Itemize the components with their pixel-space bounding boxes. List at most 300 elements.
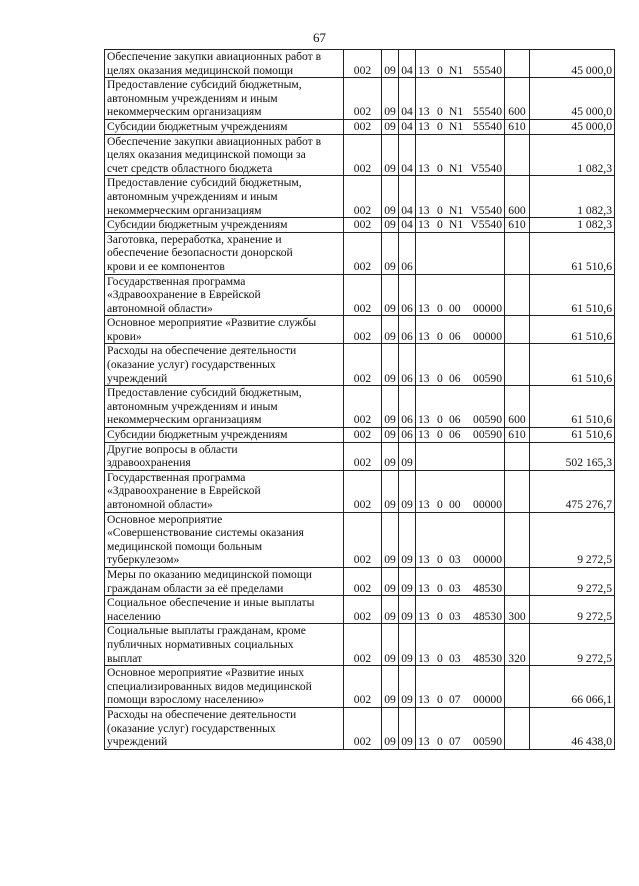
- target-article-part: 0: [437, 609, 443, 623]
- admin-code: 002: [344, 428, 382, 443]
- expense-name-line: обеспечение безопасности донорской: [107, 246, 293, 260]
- target-article-parts: [418, 553, 502, 567]
- expense-type-code: 320: [505, 624, 530, 666]
- target-article-code: [416, 707, 505, 749]
- table-row: [105, 512, 615, 567]
- expense-name: [105, 666, 344, 708]
- target-article-part: 0: [437, 553, 443, 567]
- admin-code: 002: [344, 707, 382, 749]
- admin-code: 002: [344, 442, 382, 470]
- expense-name-line: некоммерческим организациям: [107, 203, 262, 217]
- target-article-part: 0: [437, 301, 443, 315]
- expense-name: [105, 344, 344, 386]
- admin-code: 002: [344, 274, 382, 316]
- expense-name-line: учреждений: [107, 371, 168, 385]
- admin-code: 002: [344, 316, 382, 344]
- expense-name-line: Расходы на обеспечение деятельности: [107, 707, 297, 721]
- target-article-parts: [418, 428, 502, 442]
- target-article-code: [416, 232, 505, 274]
- subsection-code: 06: [399, 274, 416, 316]
- target-article-part: 00590: [473, 371, 502, 385]
- section-code: 09: [382, 428, 399, 443]
- table-row: [105, 78, 615, 120]
- section-code: 09: [382, 707, 399, 749]
- expense-type-code: [505, 316, 530, 344]
- section-code: 09: [382, 470, 399, 512]
- section-code: 09: [382, 78, 399, 120]
- table-row: [105, 428, 615, 443]
- target-article-part: 13: [418, 105, 430, 119]
- expense-name-line: Основное мероприятие: [107, 512, 223, 526]
- subsection-code: 06: [399, 316, 416, 344]
- target-article-part: 00: [449, 301, 461, 315]
- amount: 45 000,0: [530, 119, 615, 134]
- target-article-part: 07: [449, 693, 461, 707]
- table-row: [105, 50, 615, 78]
- expense-name-line: автономным учреждениям и иным: [107, 91, 278, 105]
- expense-name-line: (оказание услуг) государственных: [107, 358, 276, 372]
- expense-name-line: счет средств областного бюджета: [107, 161, 273, 175]
- expense-name-line: Субсидии бюджетным учреждениям: [107, 428, 288, 442]
- target-article-part: 13: [418, 735, 430, 749]
- target-article-code: [416, 119, 505, 134]
- expense-name: [105, 596, 344, 624]
- expense-name: [105, 78, 344, 120]
- expense-type-code: 600: [505, 386, 530, 428]
- section-code: 09: [382, 567, 399, 595]
- section-code: 09: [382, 316, 399, 344]
- admin-code: 002: [344, 176, 382, 218]
- amount: 61 510,6: [530, 344, 615, 386]
- amount: 61 510,6: [530, 428, 615, 443]
- admin-code: 002: [344, 596, 382, 624]
- target-article-part: 0: [437, 735, 443, 749]
- target-article-part: 48530: [473, 609, 502, 623]
- target-article-part: 13: [418, 371, 430, 385]
- target-article-part: 0: [437, 428, 443, 442]
- section-code: 09: [382, 119, 399, 134]
- target-article-part: 07: [449, 735, 461, 749]
- admin-code: 002: [344, 232, 382, 274]
- expense-type-code: [505, 344, 530, 386]
- admin-code: 002: [344, 119, 382, 134]
- target-article-code: [416, 50, 505, 78]
- subsection-code: 04: [399, 176, 416, 218]
- expense-name: [105, 232, 344, 274]
- target-article-part: 13: [418, 63, 430, 77]
- target-article-part: V5540: [470, 218, 502, 232]
- target-article-part: 0: [437, 105, 443, 119]
- subsection-code: 06: [399, 232, 416, 274]
- target-article-part: 13: [418, 609, 430, 623]
- amount: 66 066,1: [530, 666, 615, 708]
- expense-name-line: некоммерческим организациям: [107, 413, 262, 427]
- target-article-parts: [418, 498, 502, 512]
- amount: 9 272,5: [530, 512, 615, 567]
- amount: 46 438,0: [530, 707, 615, 749]
- expense-name-line: специализированных видов медицинской: [107, 679, 312, 693]
- subsection-code: 04: [399, 134, 416, 176]
- budget-table: [104, 49, 615, 750]
- expense-type-code: [505, 442, 530, 470]
- target-article-part: 03: [449, 609, 461, 623]
- expense-name: [105, 624, 344, 666]
- expense-name-line: Заготовка, переработка, хранение и: [107, 232, 282, 246]
- target-article-code: [416, 78, 505, 120]
- target-article-parts: [418, 330, 502, 344]
- target-article-part: 55540: [473, 63, 502, 77]
- target-article-part: 00000: [473, 693, 502, 707]
- target-article-code: [416, 442, 505, 470]
- table-row: [105, 707, 615, 749]
- amount: 61 510,6: [530, 316, 615, 344]
- target-article-part: 00590: [473, 735, 502, 749]
- target-article-part: 06: [449, 413, 461, 427]
- target-article-part: 55540: [473, 105, 502, 119]
- target-article-part: 13: [418, 651, 430, 665]
- section-code: 09: [382, 218, 399, 233]
- subsection-code: 09: [399, 512, 416, 567]
- target-article-part: 03: [449, 581, 461, 595]
- table-row: [105, 274, 615, 316]
- target-article-part: 00000: [473, 553, 502, 567]
- expense-name: [105, 176, 344, 218]
- target-article-parts: [418, 693, 502, 707]
- admin-code: 002: [344, 567, 382, 595]
- table-row: [105, 624, 615, 666]
- target-article-part: N1: [449, 119, 464, 133]
- expense-name-line: Субсидии бюджетным учреждениям: [107, 119, 288, 133]
- target-article-part: 13: [418, 329, 430, 343]
- expense-name-line: публичных нормативных социальных: [107, 637, 294, 651]
- target-article-parts: [418, 64, 502, 78]
- table-row: [105, 442, 615, 470]
- amount: 475 276,7: [530, 470, 615, 512]
- target-article-part: 48530: [473, 581, 502, 595]
- target-article-part: 0: [437, 413, 443, 427]
- target-article-part: N1: [449, 203, 464, 217]
- amount: 9 272,5: [530, 624, 615, 666]
- expense-name-line: выплат: [107, 651, 143, 665]
- section-code: 09: [382, 596, 399, 624]
- target-article-code: [416, 428, 505, 443]
- target-article-code: [416, 344, 505, 386]
- target-article-code: [416, 567, 505, 595]
- subsection-code: 09: [399, 442, 416, 470]
- expense-name-line: населению: [107, 609, 161, 623]
- target-article-parts: [418, 302, 502, 316]
- subsection-code: 04: [399, 50, 416, 78]
- expense-name: [105, 567, 344, 595]
- expense-name: [105, 512, 344, 567]
- subsection-code: 06: [399, 386, 416, 428]
- expense-name-line: целях оказания медицинской помощи: [107, 63, 294, 77]
- target-article-part: 06: [449, 329, 461, 343]
- amount: 1 082,3: [530, 134, 615, 176]
- expense-name-line: здравоохранения: [107, 456, 191, 470]
- expense-name-line: «Совершенствование системы оказания: [107, 526, 304, 540]
- target-article-code: [416, 176, 505, 218]
- amount: 502 165,3: [530, 442, 615, 470]
- section-code: 09: [382, 624, 399, 666]
- subsection-code: 04: [399, 218, 416, 233]
- expense-name-line: Предоставление субсидий бюджетным,: [107, 386, 302, 400]
- target-article-part: 03: [449, 651, 461, 665]
- target-article-part: 13: [418, 218, 430, 232]
- subsection-code: 04: [399, 78, 416, 120]
- expense-name-line: Обеспечение закупки авиационных работ в: [107, 134, 322, 148]
- target-article-part: N1: [449, 218, 464, 232]
- target-article-part: 55540: [473, 119, 502, 133]
- target-article-part: 00000: [473, 301, 502, 315]
- expense-name-line: Государственная программа: [107, 274, 246, 288]
- target-article-part: 00590: [473, 428, 502, 442]
- table-row: [105, 470, 615, 512]
- section-code: 09: [382, 344, 399, 386]
- target-article-part: 06: [449, 428, 461, 442]
- expense-name-line: Предоставление субсидий бюджетным,: [107, 78, 302, 92]
- target-article-part: 0: [437, 119, 443, 133]
- expense-type-code: [505, 134, 530, 176]
- subsection-code: 09: [399, 707, 416, 749]
- expense-name: [105, 707, 344, 749]
- amount: 9 272,5: [530, 596, 615, 624]
- target-article-part: 0: [437, 63, 443, 77]
- table-row: [105, 596, 615, 624]
- admin-code: 002: [344, 134, 382, 176]
- expense-name-line: Социальные выплаты гражданам, кроме: [107, 624, 306, 638]
- target-article-code: [416, 218, 505, 233]
- expense-name-line: Предоставление субсидий бюджетным,: [107, 176, 302, 190]
- target-article-part: 03: [449, 553, 461, 567]
- subsection-code: 09: [399, 666, 416, 708]
- amount: 1 082,3: [530, 176, 615, 218]
- target-article-parts: [418, 162, 502, 176]
- target-article-parts: [418, 218, 502, 232]
- subsection-code: 09: [399, 596, 416, 624]
- target-article-code: [416, 512, 505, 567]
- expense-name-line: медицинской помощи больным: [107, 539, 263, 553]
- target-article-part: 0: [437, 371, 443, 385]
- target-article-parts: [418, 204, 502, 218]
- target-article-part: 00: [449, 498, 461, 511]
- expense-type-code: 600: [505, 176, 530, 218]
- target-article-part: 13: [418, 428, 430, 442]
- target-article-part: 0: [437, 581, 443, 595]
- expense-type-code: 610: [505, 218, 530, 233]
- expense-type-code: [505, 274, 530, 316]
- expense-name-line: Расходы на обеспечение деятельности: [107, 344, 297, 358]
- target-article-part: 48530: [473, 651, 502, 665]
- target-article-code: [416, 666, 505, 708]
- target-article-part: 13: [418, 161, 430, 175]
- expense-name-line: «Здравоохранение в Еврейской: [107, 484, 261, 498]
- section-code: 09: [382, 512, 399, 567]
- subsection-code: 06: [399, 428, 416, 443]
- table-row: [105, 134, 615, 176]
- page-number: 67: [313, 30, 326, 45]
- admin-code: 002: [344, 344, 382, 386]
- target-article-part: 06: [449, 371, 461, 385]
- expense-name-line: туберкулезом»: [107, 553, 180, 567]
- target-article-part: 0: [437, 329, 443, 343]
- amount: 45 000,0: [530, 78, 615, 120]
- target-article-part: 13: [418, 581, 430, 595]
- target-article-part: N1: [449, 161, 464, 175]
- target-article-parts: [418, 105, 502, 119]
- target-article-part: 13: [418, 119, 430, 133]
- target-article-part: 00000: [473, 498, 502, 511]
- admin-code: 002: [344, 666, 382, 708]
- admin-code: 002: [344, 386, 382, 428]
- table-row: [105, 119, 615, 134]
- expense-name: [105, 119, 344, 134]
- expense-name-line: автономной области»: [107, 301, 213, 315]
- target-article-part: 0: [437, 161, 443, 175]
- target-article-part: 00590: [473, 413, 502, 427]
- admin-code: 002: [344, 50, 382, 78]
- target-article-part: 13: [418, 693, 430, 707]
- target-article-parts: [418, 120, 502, 134]
- target-article-parts: [418, 413, 502, 427]
- table-row: [105, 344, 615, 386]
- subsection-code: 09: [399, 470, 416, 512]
- expense-name: [105, 134, 344, 176]
- expense-name: [105, 442, 344, 470]
- expense-name: [105, 428, 344, 443]
- expense-name-line: Субсидии бюджетным учреждениям: [107, 218, 288, 232]
- expense-name-line: автономной области»: [107, 498, 213, 511]
- table-row: [105, 232, 615, 274]
- table-row: [105, 567, 615, 595]
- expense-name: [105, 50, 344, 78]
- expense-name-line: (оказание услуг) государственных: [107, 721, 276, 735]
- expense-name: [105, 274, 344, 316]
- target-article-parts: [418, 610, 502, 624]
- amount: 45 000,0: [530, 50, 615, 78]
- expense-name-line: Обеспечение закупки авиационных работ в: [107, 50, 322, 63]
- expense-name-line: целях оказания медицинской помощи за: [107, 148, 306, 162]
- expense-type-code: [505, 567, 530, 595]
- table-row: [105, 176, 615, 218]
- target-article-part: V5540: [470, 203, 502, 217]
- expense-type-code: [505, 707, 530, 749]
- target-article-part: 0: [437, 693, 443, 707]
- subsection-code: 04: [399, 119, 416, 134]
- expense-name-line: Социальное обеспечение и иные выплаты: [107, 596, 315, 610]
- expense-name-line: крови»: [107, 329, 142, 343]
- expense-name-line: Основное мероприятие «Развитие иных: [107, 666, 305, 680]
- target-article-parts: [418, 582, 502, 596]
- target-article-parts: [418, 652, 502, 666]
- target-article-code: [416, 386, 505, 428]
- expense-name-line: «Здравоохранение в Еврейской: [107, 288, 261, 302]
- target-article-code: [416, 624, 505, 666]
- expense-type-code: 600: [505, 78, 530, 120]
- admin-code: 002: [344, 218, 382, 233]
- expense-type-code: [505, 666, 530, 708]
- target-article-part: 0: [437, 651, 443, 665]
- target-article-part: 0: [437, 498, 443, 511]
- amount: 61 510,6: [530, 232, 615, 274]
- admin-code: 002: [344, 512, 382, 567]
- target-article-part: 13: [418, 301, 430, 315]
- expense-name: [105, 316, 344, 344]
- target-article-code: [416, 470, 505, 512]
- expense-type-code: 610: [505, 428, 530, 443]
- target-article-code: [416, 274, 505, 316]
- admin-code: 002: [344, 470, 382, 512]
- section-code: 09: [382, 666, 399, 708]
- admin-code: 002: [344, 624, 382, 666]
- amount: 61 510,6: [530, 274, 615, 316]
- table-row: [105, 386, 615, 428]
- target-article-part: 00000: [473, 329, 502, 343]
- table-row: [105, 666, 615, 708]
- expense-name-line: гражданам области за её пределами: [107, 581, 284, 595]
- amount: 9 272,5: [530, 567, 615, 595]
- subsection-code: 06: [399, 344, 416, 386]
- section-code: 09: [382, 134, 399, 176]
- target-article-part: 13: [418, 553, 430, 567]
- expense-name-line: некоммерческим организациям: [107, 105, 262, 119]
- section-code: 09: [382, 232, 399, 274]
- budget-table-body: [105, 50, 615, 750]
- expense-name-line: крови и ее компонентов: [107, 259, 225, 273]
- expense-name-line: Другие вопросы в области: [107, 442, 238, 456]
- subsection-code: 09: [399, 567, 416, 595]
- expense-name-line: учреждений: [107, 735, 168, 749]
- section-code: 09: [382, 386, 399, 428]
- target-article-part: 0: [437, 203, 443, 217]
- table-row: [105, 316, 615, 344]
- target-article-parts: [418, 735, 502, 749]
- section-code: 09: [382, 50, 399, 78]
- target-article-parts: [418, 372, 502, 386]
- target-article-part: N1: [449, 105, 464, 119]
- expense-name-line: Государственная программа: [107, 470, 246, 484]
- target-article-code: [416, 316, 505, 344]
- expense-name-line: помощи взрослому населению»: [107, 693, 265, 707]
- expense-type-code: [505, 50, 530, 78]
- target-article-code: [416, 596, 505, 624]
- expense-type-code: [505, 512, 530, 567]
- target-article-code: [416, 134, 505, 176]
- target-article-part: 13: [418, 413, 430, 427]
- target-article-part: 13: [418, 498, 430, 511]
- section-code: 09: [382, 274, 399, 316]
- expense-name: [105, 386, 344, 428]
- section-code: 09: [382, 176, 399, 218]
- expense-type-code: [505, 232, 530, 274]
- target-article-part: N1: [449, 63, 464, 77]
- subsection-code: 09: [399, 624, 416, 666]
- expense-name: [105, 218, 344, 233]
- expense-name-line: Меры по оказанию медицинской помощи: [107, 567, 312, 581]
- expense-type-code: 610: [505, 119, 530, 134]
- expense-type-code: [505, 470, 530, 512]
- target-article-part: 0: [437, 218, 443, 232]
- expense-name-line: автономным учреждениям и иным: [107, 399, 278, 413]
- expense-type-code: 300: [505, 596, 530, 624]
- admin-code: 002: [344, 78, 382, 120]
- amount: 61 510,6: [530, 386, 615, 428]
- target-article-part: V5540: [470, 161, 502, 175]
- target-article-part: 13: [418, 203, 430, 217]
- table-row: [105, 218, 615, 233]
- section-code: 09: [382, 442, 399, 470]
- expense-name: [105, 470, 344, 512]
